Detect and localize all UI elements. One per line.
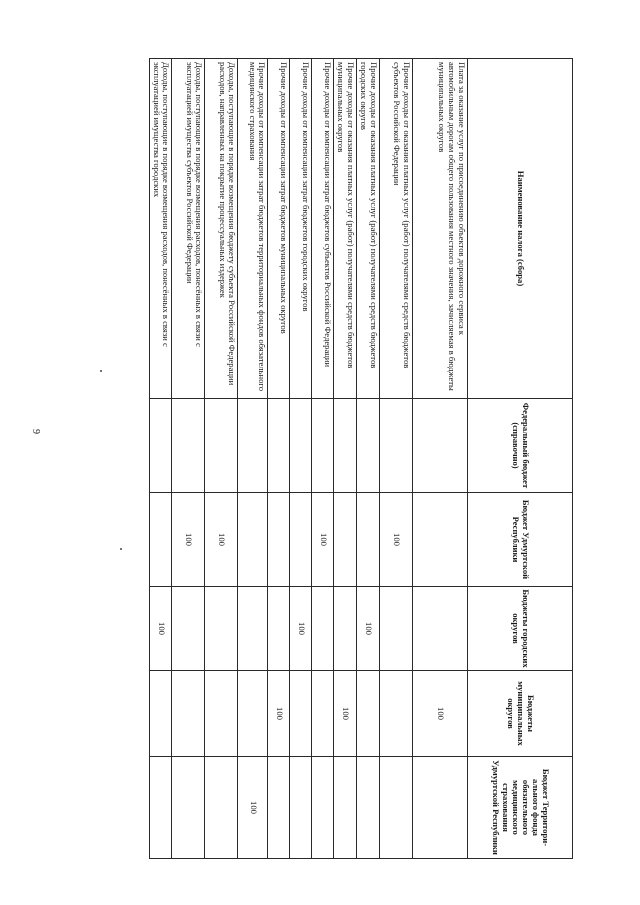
percent-cell (290, 399, 312, 493)
percent-cell: 100 (268, 671, 290, 757)
percent-cell: 100 (357, 587, 380, 671)
percent-cell (334, 493, 357, 587)
page-number: 9 (30, 429, 41, 434)
percent-cell (312, 587, 334, 671)
percent-cell (172, 671, 205, 757)
percent-cell (312, 399, 334, 493)
percent-cell (268, 757, 290, 859)
percent-cell (172, 399, 205, 493)
percent-cell (149, 671, 172, 757)
percent-cell: 100 (149, 587, 172, 671)
table-header-row (468, 59, 573, 859)
scan-speck (120, 548, 122, 550)
percent-cell (380, 757, 413, 859)
percent-cell (205, 399, 238, 493)
percent-cell: 100 (205, 493, 238, 587)
percent-cell (334, 399, 357, 493)
header-federal-budget: Федеральный бюджет (справочно) (468, 399, 573, 493)
table-row (413, 59, 468, 859)
tax-name-cell: Прочие доходы от компенсации затрат бюджетов городских округов (290, 59, 312, 399)
percent-cell: 100 (380, 493, 413, 587)
percent-cell (312, 757, 334, 859)
tax-name-cell: Прочие доходы от оказания платных услуг (работ) получателями средств бюджетов муниципальных округов (334, 59, 357, 399)
percent-cell (172, 587, 205, 671)
percent-cell (268, 399, 290, 493)
table-row (238, 59, 268, 859)
percent-cell (413, 587, 468, 671)
tax-name-cell: Прочие доходы от оказания платных услуг (работ) получателями средств бюджетов субъектов Российской Федерации (380, 59, 413, 399)
percent-cell: 100 (238, 757, 268, 859)
percent-cell (149, 757, 172, 859)
percent-cell (172, 757, 205, 859)
percent-cell: 100 (334, 671, 357, 757)
rotated-table (151, 58, 573, 858)
tax-name-cell: Прочие доходы от компенсации затрат бюджетов муниципальных округов (268, 59, 290, 399)
tax-name-cell: Доходы, поступающие в порядке возмещения расходов, понесённых в связи с эксплуатацией имущества субъектов Российской Федерации (172, 59, 205, 399)
scan-speck (100, 370, 102, 372)
percent-cell (149, 399, 172, 493)
table-row (312, 59, 334, 859)
table-row (357, 59, 380, 859)
tax-name-cell: Плата за оказание услуг по присоединению объектов дорожного сервиса к автомобильным дорогам общего пользования местного значения, зачисляемая в бюджеты муниципальных округов (413, 59, 468, 399)
percent-cell (205, 671, 238, 757)
rotated-table-wrapper (151, 58, 573, 858)
percent-cell (149, 493, 172, 587)
percent-cell (413, 399, 468, 493)
percent-cell (357, 671, 380, 757)
percent-cell (357, 493, 380, 587)
percent-cell: 100 (413, 671, 468, 757)
percent-cell (238, 399, 268, 493)
percent-cell: 100 (290, 587, 312, 671)
table-row (380, 59, 413, 859)
percent-cell (380, 399, 413, 493)
percent-cell (238, 587, 268, 671)
table-row (172, 59, 205, 859)
percent-cell (380, 587, 413, 671)
table-row (334, 59, 357, 859)
percent-cell (413, 493, 468, 587)
percent-cell (312, 671, 334, 757)
percent-cell (290, 757, 312, 859)
table-row (205, 59, 238, 859)
percent-cell (290, 671, 312, 757)
header-city-districts: Бюджеты городских округов (468, 587, 573, 671)
percent-cell (290, 493, 312, 587)
percent-cell: 100 (172, 493, 205, 587)
percent-cell (238, 493, 268, 587)
percent-cell (413, 757, 468, 859)
table-row (149, 59, 172, 859)
tax-name-cell: Доходы, поступающие в порядке возмещения расходов, понесённых в связи с эксплуатацией имущества городских (149, 59, 172, 399)
percent-cell (334, 587, 357, 671)
percent-cell (357, 399, 380, 493)
percent-cell (238, 671, 268, 757)
table-body (149, 59, 467, 859)
percent-cell (205, 757, 238, 859)
header-tax-name: Наименование налога (сбора) (468, 59, 573, 399)
percent-cell: 100 (312, 493, 334, 587)
tax-name-cell: Прочие доходы от компенсации затрат бюджетов территориальных фондов обязательного медицинского страхования (238, 59, 268, 399)
percent-cell (205, 587, 238, 671)
percent-cell (268, 493, 290, 587)
percent-cell (357, 757, 380, 859)
percent-cell (380, 671, 413, 757)
tax-name-cell: Доходы, поступающие в порядке возмещения бюджету субъекта Российской Федерации расходов, направленных на покрытие процессуальных издержек (205, 59, 238, 399)
tax-name-cell: Прочие доходы от оказания платных услуг (работ) получателями средств бюджетов городских округов (357, 59, 380, 399)
tax-name-cell: Прочие доходы от компенсации затрат бюджетов субъектов Российской Федерации (312, 59, 334, 399)
percent-cell (268, 587, 290, 671)
percent-cell (334, 757, 357, 859)
table-row (290, 59, 312, 859)
tax-distribution-table (149, 58, 573, 859)
header-municipal-districts: Бюджеты муниципальных округов (468, 671, 573, 757)
header-medical-fund: Бюджет Территори-ального фонда обязательного медицинского страхования Удмуртской Республики (468, 757, 573, 859)
header-republic-budget: Бюджет Удмуртской Республики (468, 493, 573, 587)
table-row (268, 59, 290, 859)
